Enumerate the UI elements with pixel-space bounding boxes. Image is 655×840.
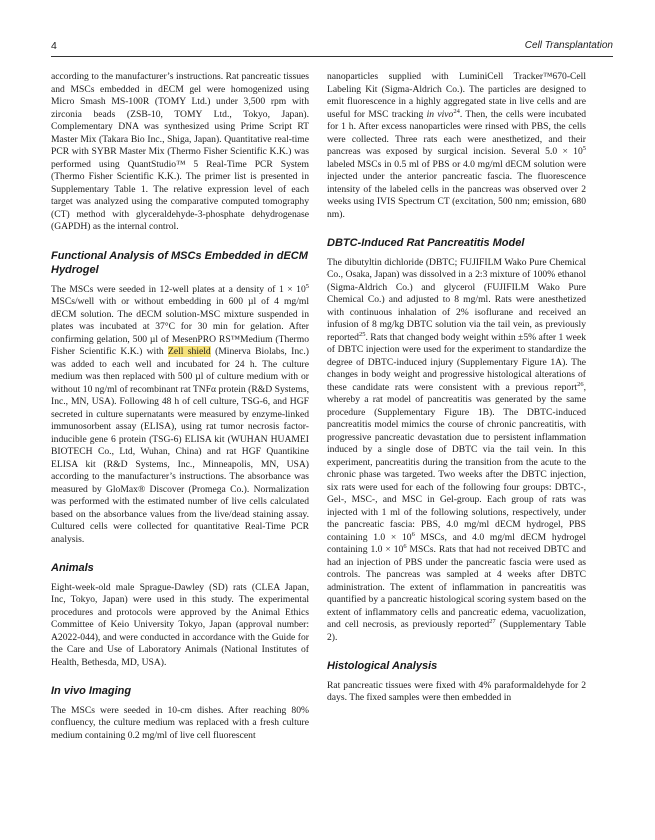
section-heading-in-vivo-imaging: In vivo Imaging bbox=[51, 685, 132, 697]
right-column bbox=[327, 71, 586, 705]
methods-paragraph-animals: Eight-week-old male Sprague-Dawley (SD) rats (CLEA Japan, Inc, Tokyo, Japan) were used in this study. The experimental procedures and protocols were approved by the Animal Ethics Committee of Keio University Tokyo, Japan (approval number: A2022-044), and were conducted in accordance with the Guide for the Care and Use of Laboratory Animals (National Institutes of Health, Bethesda, MD, USA). bbox=[51, 581, 309, 668]
header-rule bbox=[51, 56, 613, 57]
section-heading-animals: Animals bbox=[51, 562, 94, 574]
methods-paragraph-dbtc-model: The dibutyltin dichloride (DBTC; FUJIFILM Wako Pure Chemical Co., Osaka, Japan) was dissolved in a 2:3 mixture of 100% ethanol (Sigma-Aldrich Co.) and glycerol (FUJIFILM Wako Pure Chemical Co.) and adjusted to 8 mg/ml. Rats were anesthetized with continuous inhalation of 2% isoflurane and received an infusion of 8 mg/kg DBTC solution via the tail vein, as previously reported$^{25}$. Rats that changed body weight within ±5% after 1 week of DBTC injection were used for the experiment to standardize the degree of DBTC-induced injury (Supplementary Figure 1A). The changes in body weight and progressive histological alterations of these candidate rats were consistent with a previous report$^{26}$, whereby a rat model of pancreatitis was generated by the same procedure (Supplementary Figure 1B). The DBTC-induced pancreatitis model mimics the course of chronic pancreatitis, with progressive pancreatic devastation due to persistent inflammation induced by a single dose of DBTC via the tail vein. In this experiment, pancreatitis during the transition from the acute to the chronic phase was targeted. Two weeks after the DBTC injection, six rats were used for each of the following four groups: DBTC-, Gel-, MSC-, and MSC in Gel-group. Each group of rats was injected with 1 ml of the following solutions, respectively, under the pancreatic fascia: PBS, 4.0 mg/ml dECM hydrogel, PBS containing $1.0 \times 10^6$ MSCs, and 4.0 mg/ml dECM hydrogel containing $1.0 \times 10^6$ MSCs. Rats that had not received DBTC and had an injection of PBS under the pancreatic fascia were used as controls. The pancreas was sampled at 4 weeks after DBTC administration. The extent of inflammation in pancreatitis was quantified by a pancreatic histological scoring system based on the extent of inflammatory cells and pancreatic edema, vacuolization, and cell necrosis, as previously reported$^{27}$ (Supplementary Table 2). bbox=[327, 256, 586, 643]
methods-paragraph-cell-labeling: nanoparticles supplied with LuminiCell Tracker™670-Cell Labeling Kit (Sigma-Aldrich Co.). The particles are designed to emit fluorescence in a highly aggregated state in live cells and are useful for MSC tracking in vivo$^{24}$. Then, the cells were incubated for 1 h. After excess nanoparticles were rinsed with PBS, the cells were collected. Three rats each were anesthetized, and their pancreas was exposed by surgical incision. Several $5.0 \times 10^5$ labeled MSCs in 0.5 ml of PBS or 4.0 mg/ml dECM solution were injected under the anterior pancreatic fascia. The fluorescence intensity of the labeled cells in the pancreas was observed over 2 weeks using IVIS Spectrum CT (excitation, 500 nm; emission, 680 nm). bbox=[327, 71, 586, 220]
section-heading-functional-analysis: Functional Analysis of MSCs Embedded in dECM Hydrogel bbox=[51, 249, 308, 276]
methods-paragraph-in-vivo-imaging: The MSCs were seeded in 10-cm dishes. After reaching 80% confluency, the culture medium was replaced with a fresh culture medium containing 0.2 mg/ml of live cell fluorescent bbox=[51, 704, 309, 741]
section-heading-histological-analysis: Histological Analysis bbox=[327, 660, 438, 672]
highlighted-text: Zell shield bbox=[168, 346, 211, 357]
section-heading-dbtc-model: DBTC-Induced Rat Pancreatitis Model bbox=[327, 237, 525, 249]
journal-name: Cell Transplantation bbox=[524, 40, 613, 51]
running-header bbox=[51, 40, 613, 56]
methods-paragraph-functional-analysis: The MSCs were seeded in 12-well plates at a density of $1 \times 10^5$ MSCs/well with or without embedding in 600 µl of 4 mg/ml dECM solution. The dECM solution-MSC mixture suspended in plates was incubated at 37°C for 30 min for gelation. After confirming gelation, 500 µl of MesenPRO RS™Medium (Thermo Fisher Scientific K.K.) with Zell shield (Minerva Biolabs, Inc.) was added to each well and incubated for 24 h. The culture medium was then replaced with 500 µl of culture medium with or without 10 ng/ml of recombinant rat TNFα protein (R&D Systems, Inc., MN, USA). Following 48 h of cell culture, TSG-6, and HGF secreted in culture supernatants were measured by enzyme-linked immunosorbent assay (ELISA), using rat tumor necrosis factor-inducible gene 6 protein (TSG-6) ELISA kit (WUHAN HUAMEI BIOTECH Co., Ltd, Wuhan, China) and rat HGF Quantikine ELISA kit (R&D Systems, Inc., Minneapolis, MN, USA) according to the manufacturer’s instructions. The absorbance was measured by GloMax® Discover (Promega Co.). Normalization was performed with the estimated number of live cells calculated based on the absorbance values from the live/dead staining assay. Cultured cells were collected for quantitative Real-Time PCR analysis. bbox=[51, 282, 310, 545]
page-number: 4 bbox=[51, 40, 57, 52]
methods-paragraph-histological-analysis: Rat pancreatic tissues were fixed with 4% paraformaldehyde for 2 days. The fixed samples were then embedded in bbox=[327, 679, 586, 703]
methods-paragraph-pcr: according to the manufacturer’s instructions. Rat pancreatic tissues and MSCs embedded in dECM gel were homogenized using Micro Smash MS-100R (TOMY Ltd.) under 3,500 rpm with zirconia beads (ZSB-10, TOMY Ltd., Tokyo, Japan). Complementary DNA was synthesized using Prime Script RT Master Mix (Takara Bio Inc., Shiga, Japan). Quantitative real-time PCR with SYBR Master Mix (Thermo Fisher Scientific K.K.) was performed using QuantStudio™ 5 Real-Time PCR System (Thermo Fisher Scientific K.K.). The primer list is presented in Supplementary Table 1. The relative expression level of each target was analyzed using the comparative computed tomography (CT) method with glyceraldehyde-3-phosphate dehydrogenase (GAPDH) as the internal control. bbox=[51, 71, 309, 232]
left-column bbox=[51, 71, 309, 742]
